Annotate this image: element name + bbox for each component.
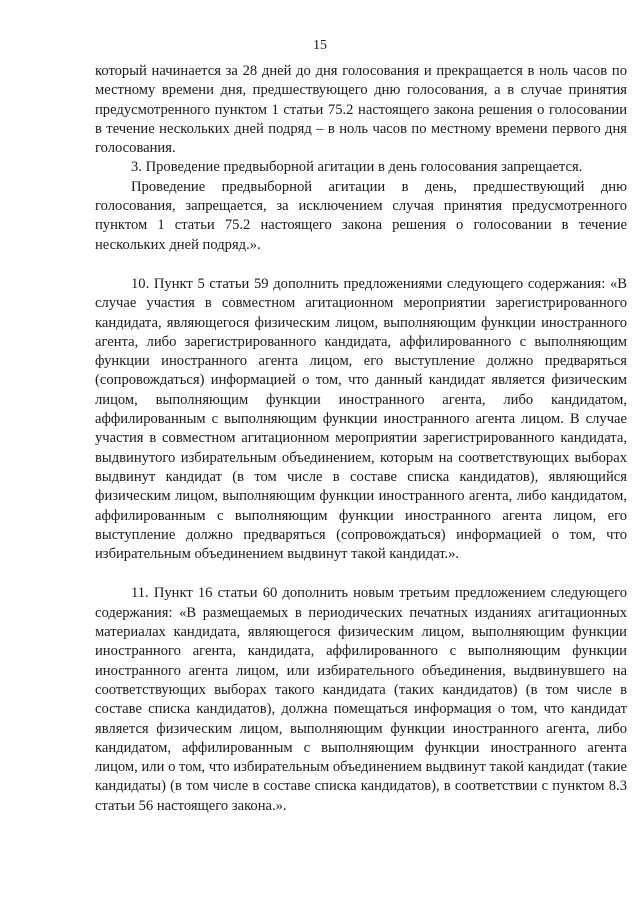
page-number: 15 <box>313 38 327 53</box>
paragraph-pre-election-day: Проведение предвыборной агитации в день, предшествующий дню голосования, запрещается, за исключением случая принятия предусмотренного пунктом 1 статьи 75.2 настоящего закона решения о голосовании в течение нескольких дней подряд.». <box>95 178 627 253</box>
paragraph-item-10: 10. Пункт 5 статьи 59 дополнить предложениями следующего содержания: «В случае участия в совместном агитационном мероприятии зарегистрированного кандидата, являющегося физическим лицом, выполняющим функции иностранного агента, либо зарегистрированного кандидата, аффилированного с выполняющим функции иностранного агента лицом, его выступление должно предваряться (сопровождаться) информацией о том, что данный кандидат является физическим лицом, выполняющим функции иностранного агента, либо кандидатом, аффилированным с выполняющим функции иностранного агента лицом. В случае участия в совместном агитационном мероприятии зарегистрированного кандидата, выдвинутого избирательным объединением, которым на соответствующих выборах выдвинут кандидат (в том числе в составе списка кандидатов), являющийся физическим лицом, выполняющим функции иностранного агента, либо кандидатом, аффилированным с выполняющим функции иностранного агента лицом, его выступление должно предваряться (сопровождаться) информацией о том, что избирательным объединением выдвинут такой кандидат.». <box>95 275 627 563</box>
paragraph-continuation: который начинается за 28 дней до дня голосования и прекращается в ноль часов по местному времени дня, предшествующего дню голосования, а в случае принятия предусмотренного пунктом 1 статьи 75.2 настоящего закона решения о голосовании в течение нескольких дней подряд – в ноль часов по местному времени первого дня голосования. <box>95 63 627 157</box>
paragraph-item-11: 11. Пункт 16 статьи 60 дополнить новым третьим предложением следующего содержания: «В размещаемых в периодических печатных изданиях агитационных материалах кандидата, являющегося физическим лицом, выполняющим функции иностранного агента, кандидата, аффилированного с выполняющим функции иностранного агента лицом, или избирательного объединения, выдвинувшего на соответствующих выборах такого кандидата (таких кандидатов) (в том числе в составе списка кандидатов), должна помещаться информация о том, что кандидат является физическим лицом, выполняющим функции иностранного агента, либо кандидатом, аффилированным с выполняющим функции иностранного агента лицом, или о том, что избирательным объединением выдвинут такой кандидат (такие кандидаты) (в том числе в составе списка кандидатов), в соответствии с пунктом 8.3 статьи 56 настоящего закона.». <box>95 585 627 814</box>
document-body <box>95 62 627 816</box>
paragraph-item-3: 3. Проведение предвыборной агитации в день голосования запрещается. <box>131 159 583 176</box>
